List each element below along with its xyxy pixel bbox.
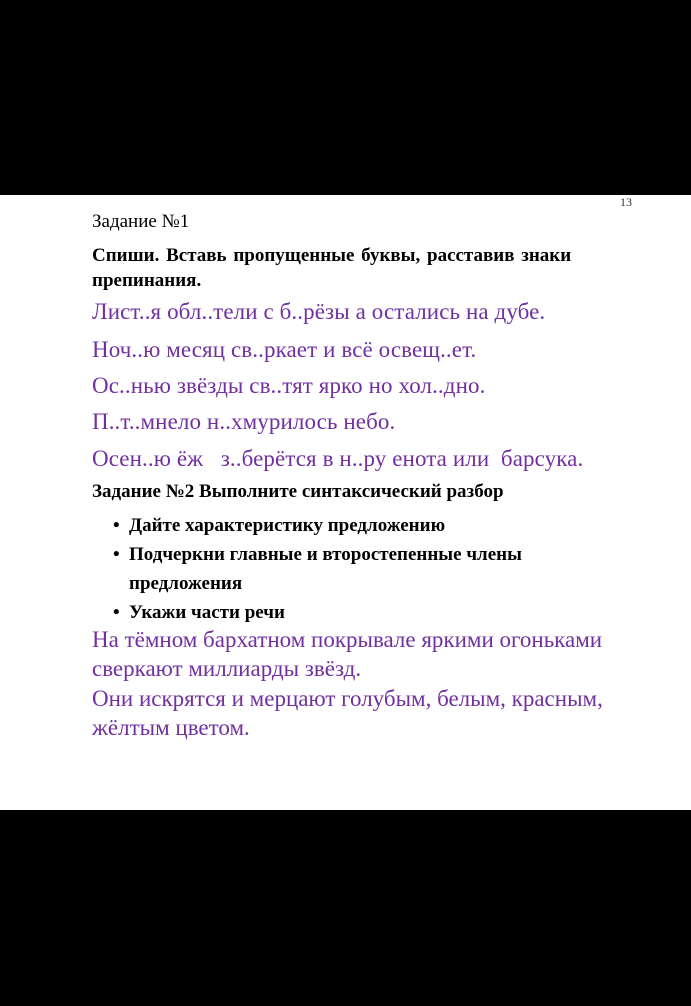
bullet-item: • Подчеркни главные и второстепенные члены предложения	[113, 540, 599, 598]
task1-instruction: Спиши. Вставь пропущенные буквы, расставив знаки препинания.	[92, 245, 572, 291]
sentence-1: Лист..я обл..тели с б..рёзы а остались на дубе.	[92, 299, 546, 324]
paragraph-1: На тёмном бархатном покрывале яркими огоньками сверкают миллиарды звёзд.	[92, 627, 603, 681]
worksheet-slide	[0, 195, 691, 810]
sentence-4: П..т..мнело н..хмурилось небо.	[92, 409, 396, 434]
task1-title: Задание №1	[92, 211, 190, 232]
task2-title: Задание №2 Выполните синтаксический разбор	[92, 481, 504, 502]
sentence-2: Ноч..ю месяц св..ркает и всё освещ..ет.	[92, 337, 477, 362]
paragraph-2: Они искрятся и мерцают голубым, белым, красным, жёлтым цветом.	[92, 686, 603, 740]
task2-bullet-list	[113, 511, 599, 627]
sentence-3: Ос..нью звёзды св..тят ярко но хол..дно.	[92, 373, 486, 398]
bullet-item: • Укажи части речи	[113, 598, 599, 627]
bullet-item: • Дайте характеристику предложению	[113, 511, 599, 540]
sentence-5: Осен..ю ёж з..берётся в н..ру енота или барсука.	[92, 446, 584, 471]
page-number: 13	[620, 195, 632, 209]
